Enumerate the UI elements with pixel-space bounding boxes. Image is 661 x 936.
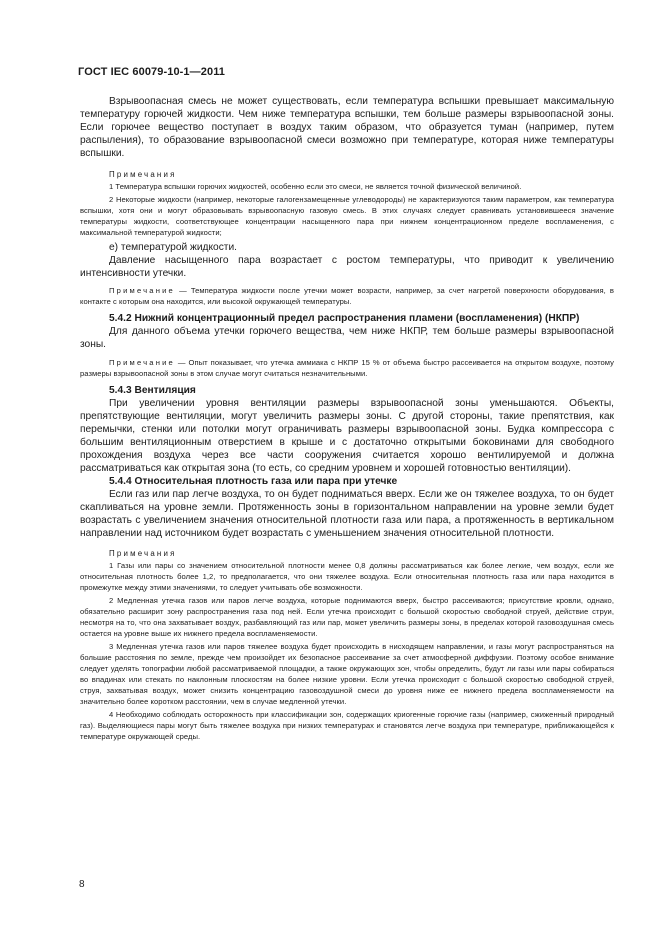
- section-heading-5-4-2: 5.4.2 Нижний концентрационный предел распространения пламени (воспламенения) (НКПР): [109, 313, 580, 324]
- note-4-1: 1 Газы или пары со значением относительной плотности менее 0,8 должны рассматриваться как более легкие, чем воздух, если же относительная плотность более 1,2, то предполагается, что они тяжелее воздуха. Если относительная плотность газа или пара находится в промежутке между этими значениями, то следует учитывать обе возможности.: [80, 561, 614, 592]
- note-4-2: 2 Медленная утечка газов или паров легче воздуха, которые поднимаются вверх, быстро рассеиваются; присутствие кровли, однако, обязательно расширит зону распространения газа под ней. Если утечка происходит с большой скоростью свободной струей, действие струи, несмотря на то, что она захватывает воздух, разбавляющий газ или пар, может увеличить размеры зоны, в пределах которой газовоздушная смесь остается на уровне выше их нижнего предела воспламеняемости.: [80, 596, 614, 638]
- document-header: ГОСТ IEC 60079-10-1—2011: [78, 66, 226, 78]
- note-1-1: 1 Температура вспышки горючих жидкостей, особенно если это смеси, не является точной физической величиной.: [109, 182, 522, 191]
- section-heading-5-4-3: 5.4.3 Вентиляция: [109, 385, 196, 396]
- page-content: [80, 95, 614, 742]
- note-4-3: 3 Медленная утечка газов или паров тяжелее воздуха будет происходить в нисходящем направлении, и газы могут распространяться на большие расстояния по земле, прежде чем произойдет их безопасное рассеивание за счет атмосферной диффузии. Поэтому особое внимание следует уделять топографии любой рассматриваемой площадки, а также окружающих зон, чтобы определить, будут ли газы или пары собираться во впадинах или стекать по наклонным плоскостям на более низкие уровни. Если утечка происходит с большой скоростью свободной струей, струя, захватывая воздух, может снизить концентрацию газовоздушной смеси до уровня ниже ее нижнего предела воспламеняемости на значительно более коротком расстоянии, чем в случае медленной утечки.: [80, 642, 614, 706]
- notes-title-1: Примечания: [109, 170, 177, 179]
- note-3: [80, 357, 614, 379]
- paragraph-relative-density: Если газ или пар легче воздуха, то он будет подниматься вверх. Если же он тяжелее воздуха, то он будет скапливаться на уровне земли. Протяженность зоны в горизонтальном направлении на уровне земли будет возрастать с увеличением значения относительной плотности газа или пара, а протяженность в вертикальном направлении над источником будет возрастать с уменьшением значения относительной плотности.: [80, 489, 614, 539]
- paragraph-flash-point: Взрывоопасная смесь не может существовать, если температура вспышки превышает максимальную температуру горючей жидкости. Чем ниже температура вспышки, тем больше размеры взрывоопасной зоны. Если горючее вещество поступает в воздух таким образом, что образуется туман (например, путем распыления), то образование взрывоопасной смеси возможно при температуре, которая ниже температуры вспышки.: [80, 96, 614, 159]
- note-2: [80, 285, 614, 307]
- page-number: 8: [79, 879, 85, 890]
- note-text: — Опыт показывает, что утечка аммиака с НКПР 15 % от объема быстро рассеивается на открытом воздухе, поэтому размеры взрывоопасной зоны в этом случае могут считаться незначительными.: [80, 358, 614, 378]
- paragraph-ventilation: При увеличении уровня вентиляции размеры взрывоопасной зоны уменьшаются. Объекты, препятствующие вентиляции, могут увеличить размеры зоны. С другой стороны, такие препятствия, как перемычки, стенки или потолки могут ограничивать размеры взрывоопасной зоны. Будка компрессора с большим вентиляционным отверстием в крыше и с достаточно открытыми боковинами для свободного прохождения воздуха через все части сооружения считается хорошо вентилируемой и должна рассматриваться как открытая зона (то есть, со средним уровнем и хорошей готовностью вентиляции).: [80, 398, 614, 474]
- note-lead: Примечание: [109, 286, 175, 295]
- note-lead: Примечание: [109, 358, 175, 367]
- section-heading-5-4-4: 5.4.4 Относительная плотность газа или пара при утечке: [109, 476, 398, 487]
- note-1-2: 2 Некоторые жидкости (например, некоторые галогензамещенные углеводороды) не характеризуются таким параметром, как температура вспышки, хотя они и могут образовывать взрывоопасную газовую смесь. В этих случаях следует сравнивать установившееся значение температуры жидкости, соответствующее концентрации насыщенного пара при нижнем концентрационном пределе воспламенения, с максимальной температурой жидкости;: [80, 195, 614, 237]
- note-text: — Температура жидкости после утечки может возрасти, например, за счет нагретой поверхности оборудования, в контакте с которым она находится, или высокой окружающей температуры.: [80, 286, 614, 306]
- notes-title-4: Примечания: [109, 549, 177, 558]
- paragraph-lel: Для данного объема утечки горючего вещества, чем ниже НКПР, тем больше размеры взрывоопасной зоны.: [80, 326, 614, 350]
- list-item-e: е) температурой жидкости.: [109, 242, 237, 253]
- paragraph-vapour-pressure: Давление насыщенного пара возрастает с ростом температуры, что приводит к увеличению интенсивности утечки.: [80, 255, 614, 279]
- note-4-4: 4 Необходимо соблюдать осторожность при классификации зон, содержащих криогенные горючие газы (например, сжиженный природный газ). Выделяющиеся пары могут быть тяжелее воздуха при низких температурах и становятся легче воздуха при температуре, приближающейся к температуре окружающей среды.: [80, 710, 614, 741]
